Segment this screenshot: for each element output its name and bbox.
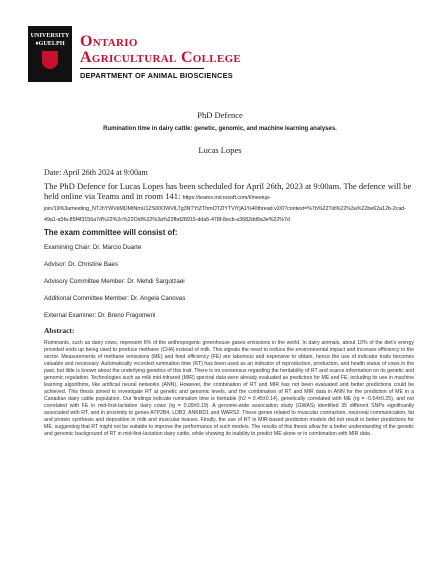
college-line-1: Ontario	[80, 33, 138, 50]
defence-date: Date: April 26th 2024 at 9:00am	[44, 168, 148, 177]
abstract-heading: Abstract:	[44, 326, 75, 335]
committee-member: Additional Committee Member: Dr. Angela Canovas	[44, 295, 186, 302]
committee-member: External Examiner: Dr. Breno Fragomeni	[44, 312, 156, 319]
college-line-2: Agricultural College	[80, 49, 242, 66]
college-name	[80, 34, 241, 66]
shield-icon	[42, 51, 58, 69]
page-title: PhD Defence	[197, 110, 243, 120]
department-name: DEPARTMENT OF ANIMAL BIOSCIENCES	[80, 71, 233, 80]
logo-text: UNIVERSITY ♦GUELPH	[30, 32, 70, 47]
committee-heading: The exam committee will consist of:	[44, 228, 178, 237]
defence-intro	[44, 181, 414, 224]
intro-text: The PhD Defence for Lucas Lopes has been scheduled for April 26th, 2023 at 9:00am. The defence will be held online via Teams and in room 141:	[44, 181, 412, 201]
committee-member: Advisor: Dr. Christine Baes	[44, 261, 118, 268]
university-of-guelph-logo	[28, 26, 72, 82]
teams-meeting-link[interactable]: https://teams.microsoft.com/l/meetup-join/19%3ameeting_NTJhYWVkMDMtNmU1ZS00OWVlLTg3NTYtZThmOTZlYTVlYjA1%40thread.v2/0?context=%7b%22Tid%22%3a%22be62a12b-2cad-49a1-a5fa-85f4f3156a7d%22%2c%22Oid%22%3a%22fbd28915-dda5-478f-8ecb-a3682dd9a3e%22%7d	[44, 195, 406, 223]
abstract-text: Ruminants, such as dairy cows, represent 6% of the anthropogenic greenhouse gases emissions in the world. In dairy animals, about 10% of the diet’s energy provided ends up being used to produce methane (CH4) instead of milk. This signals the need to reduce the environmental impact and increase efficiency in the sector. Measurements of methane emissions (ME) and feed efficiency (FE) are laborious and expensive to obtain, hence the use of indicator traits becomes valuable and necessary. Automatically recorded rumination time (RT) has been used as an indicator of reproduction, production, and health status of cows in the past, but little is known about the underlying genetics of this trait. There is no consensus regarding the heritability of RT and scarce information on its genetic and genomic regulation. Technologies such as milk mid-infrared (MIR) spectral data were already evaluated as predictors for ME and FE, including its use in machine learning algorithms, like artificial neural networks (ANN). However, the combination of RT and MIR has not been evaluated and better predictions could be achieved. This thesis aimed to investigate RT at genetic and genomic levels, and the combination of RT and MIR data in ANN for the prediction of ME in a Canadian dairy cattle population. Our findings indicate rumination time is heritable (h2 = 0.45±0.14), genetically correlated with ME (rg = -0.54±0.25), and not correlated with FE in mid-first-lactation dairy cows (rg = 0.09±0.19). A genome-wide association study (GWAS) identified 35 different SNPs significantly associated with RT, and in proximity to genes ATP2B4, LDB3, ANKRD1 and WARS2. These genes related to muscular contraction, neuronal communication, fat and protein synthesis and deposition in milk and muscular tissues. Finally, the use of RT in MIR-based prediction models did not result in better predictions for ME, suggesting that RT might not be suitable to improve the performance of such models. The results of this thesis allow for a better understanding of the genetic and genomic background of RT in mid-first-lactation dairy cattle, while showing its inability to predict ME alone or in combination with MIR data .	[44, 340, 414, 437]
committee-member: Examining Chair: Dr. Marcio Duarte	[44, 244, 142, 251]
candidate-name: Lucas Lopes	[198, 145, 242, 155]
divider	[80, 68, 204, 69]
thesis-title: Rumination time in dairy cattle: genetic, genomic, and machine learning analyses.	[103, 126, 337, 132]
committee-member: Advisory Committee Member: Dr. Mehdi Sargolzaei	[44, 278, 185, 285]
header	[28, 26, 418, 84]
